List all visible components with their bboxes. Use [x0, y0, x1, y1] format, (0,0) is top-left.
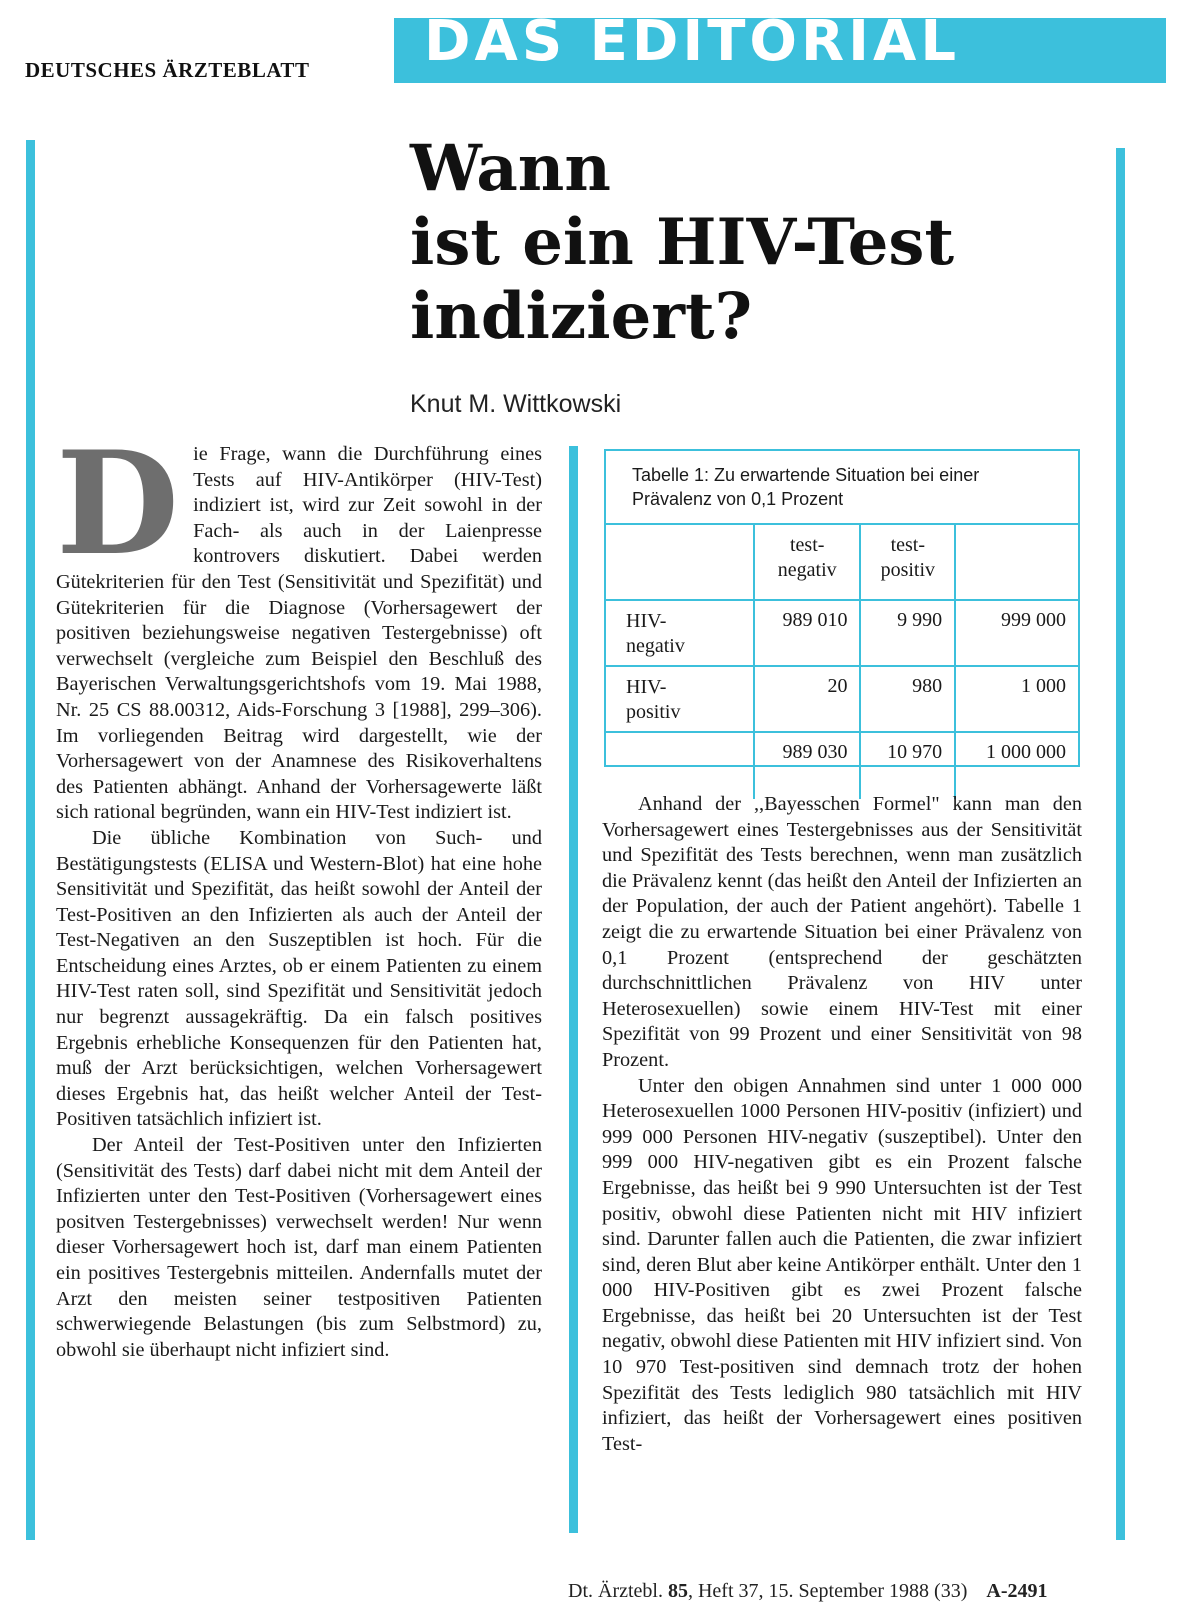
- row-header-empty: [606, 732, 754, 799]
- table-total-cell: 10 970: [860, 732, 955, 799]
- article-title: [410, 132, 954, 354]
- row-header: HIV- negativ: [606, 600, 754, 666]
- caption-line: Prävalenz von 0,1 Prozent: [632, 489, 844, 509]
- page-footer: [568, 1580, 1047, 1603]
- contingency-table: [606, 525, 1078, 799]
- table-1: [604, 449, 1080, 767]
- table-cell: 9 990: [860, 600, 955, 666]
- caption-line: Tabelle 1: Zu erwartende Situation bei einer: [632, 465, 980, 485]
- column-header: test- negativ: [754, 525, 860, 600]
- right-text-column: [602, 792, 1082, 1457]
- footer-volume: 85: [667, 1580, 688, 1602]
- table-cell: 1 000: [955, 666, 1078, 732]
- body-paragraph: Unter den obigen Annahmen sind unter 1 000 000 Heterosexuellen 1000 Personen HIV-positiv (infiziert) und 999 000 Personen HIV-negativ (suszeptibel). Unter den 999 000 HIV-negativen gibt es ein Prozent falsche Ergebnisse, das heißt bei 9 990 Untersuchten ist der Test positiv, obwohl diese Patienten nicht mit HIV infiziert sind. Darunter fallen auch die Patienten, die zwar infiziert sind, deren Blut aber keine Antikörper enthält. Unter den 1 000 HIV-Positiven gibt es zwei Prozent falsche Ergebnisse, das heißt bei 20 Untersuchten ist der Test negativ, obwohl diese Patienten mit HIV infiziert sind. Von 10 970 Test-positiven sind demnach trotz der hohen Spezifität des Tests lediglich 980 tatsächlich mit HIV infiziert, das heißt der Vorhersagewert eines positiven Test-: [602, 1074, 1082, 1455]
- page-number: A-2491: [986, 1580, 1048, 1602]
- table-row: [606, 666, 1078, 732]
- table-corner-cell: [606, 525, 754, 600]
- paragraph-text: ie Frage, wann die Durchführung eines Tests auf HIV-Antikörper (HIV-Test) indiziert ist, wird zur Zeit sowohl in der Fach- als auch in der Laienpresse kontrovers diskutiert. Dabei werden Gütekriterien für den Test (Sensitivität und Spezifität) und Gütekriterien für die Diagnose (Vorhersagewert der positiven beziehungsweise negativen Testergebnisse) oft verwechselt (vergleiche zum Beispiel den Beschluß des Bayerischen Verwaltungsgerichtshofs vom 19. Mai 1988, Nr. 25 CS 88.00312, Aids-Forschung 3 [1988], 299–306). Im vorliegenden Beitrag wird dargestellt, wie der Vorhersagewert von der Anamnese des Risikoverhaltens des Patienten abhängt. Anhand der Vorhersagewerte läßt sich rational begründen, wann ein HIV-Test indiziert ist.: [56, 443, 542, 824]
- title-line: Wann: [410, 131, 611, 206]
- table-total-cell: 989 030: [754, 732, 860, 799]
- section-title: DAS EDITORIAL: [424, 9, 961, 74]
- title-line: ist ein HIV-Test: [410, 205, 954, 280]
- left-accent-rule: [26, 140, 35, 1540]
- column-header-empty: [955, 525, 1078, 600]
- column-divider-rule: [569, 446, 578, 1533]
- title-line: indiziert?: [410, 279, 753, 354]
- footer-journal: Dt. Ärztebl.: [568, 1580, 663, 1602]
- table-cell: 999 000: [955, 600, 1078, 666]
- body-paragraph: Der Anteil der Test-Positiven unter den Infizierten (Sensitivität des Tests) darf dabei nicht mit dem Anteil der Infizierten unter den Test-Positiven (Vorhersagewert eines positven Testergebnisses) verwechselt werden! Nur wenn dieser Vorhersagewert hoch ist, darf man einem Patienten ein positives Testergebnis mitteilen. Andernfalls mutet der Arzt den meisten seiner testpositiven Patienten schwerwiegende Belastungen (bis zum Selbstmord) zu, obwohl sie überhaupt nicht infiziert sind.: [56, 1134, 542, 1361]
- drop-cap: D: [56, 421, 180, 587]
- author-name: Knut M. Wittkowski: [410, 390, 622, 418]
- left-text-column: [56, 421, 542, 1363]
- column-header: test- positiv: [860, 525, 955, 600]
- table-cell: 20: [754, 666, 860, 732]
- row-header: HIV- positiv: [606, 666, 754, 732]
- right-accent-rule: [1116, 148, 1125, 1540]
- table-cell: 980: [860, 666, 955, 732]
- body-paragraph: Die übliche Kombination von Such- und Bestätigungstests (ELISA und Western-Blot) hat eine hohe Sensitivität und Spezifität, das heißt sowohl der Anteil der Test-Positiven an den Infizierten als auch der Anteil der Test-Negativen an den Suszeptiblen ist hoch. Für die Entscheidung eines Arztes, ob er einem Patienten zu einem HIV-Test raten soll, sind Spezifität und Sensitivität jedoch nur begrenzt aussagekräftig. Da ein falsch positives Ergebnis erhebliche Konsequenzen für den Patienten hat, muß der Arzt berücksichtigen, welchen Vorhersagewert dieses Ergebnis hat, das heißt welcher Anteil der Test-Positiven tatsächlich infiziert ist.: [56, 826, 542, 1131]
- table-totals-row: [606, 732, 1078, 799]
- table-header-row: [606, 525, 1078, 600]
- intro-paragraph: [56, 421, 542, 826]
- footer-issue: , Heft 37, 15. September 1988 (33): [687, 1580, 968, 1602]
- table-caption: [606, 451, 1078, 525]
- table-total-cell: 1 000 000: [955, 732, 1078, 799]
- body-paragraph: Anhand der ,,Bayesschen Formel" kann man den Vorhersagewert eines Testergebnisses aus der Sensitivität und Spezifität des Tests berechnen, wenn man zusätzlich die Prävalenz kennt (das heißt den Anteil der Infizierten an der Population, der auch der Patient angehört). Tabelle 1 zeigt die zu erwartende Situation bei einer Prävalenz von 0,1 Prozent (entsprechend der geschätzten durchschnittlichen Prävalenz von HIV unter Heterosexuellen) sowie einem HIV-Test mit einer Spezifität von 99 Prozent und einer Sensitivität von 98 Prozent.: [602, 793, 1082, 1071]
- journal-name: DEUTSCHES ÄRZTEBLATT: [25, 58, 310, 82]
- table-cell: 989 010: [754, 600, 860, 666]
- table-row: [606, 600, 1078, 666]
